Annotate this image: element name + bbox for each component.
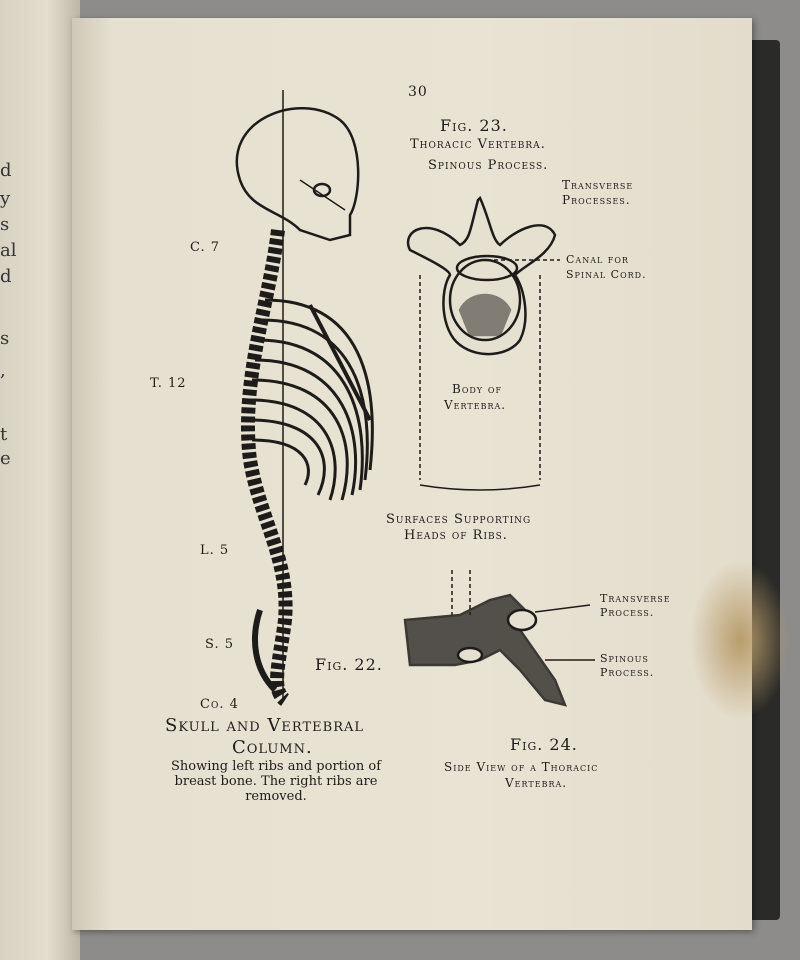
left-text: e (0, 448, 11, 469)
skeleton-illustration (237, 90, 372, 700)
left-text: , (0, 360, 6, 381)
fig24-transverse-1: Transverse (600, 592, 671, 605)
marker-s5: S. 5 (205, 637, 234, 652)
fig23-spinous: Spinous Process. (428, 158, 549, 173)
fig24-title-2: Vertebra. (505, 776, 568, 790)
fig22-caption-1: Showing left ribs and portion of (170, 759, 382, 774)
side-vertebra-illustration (405, 570, 595, 705)
page-number: 30 (408, 84, 428, 100)
fig23-title: Thoracic Vertebra. (410, 137, 546, 152)
fig22-caption-3: removed. (245, 789, 307, 804)
left-text: al (0, 240, 17, 261)
marker-co4: Co. 4 (200, 697, 239, 712)
fig23-canal-2: Spinal Cord. (566, 268, 647, 281)
fig22-caption-2: breast bone. The right ribs are (174, 774, 378, 789)
fig23-surfaces-2: Heads of Ribs. (404, 528, 508, 543)
left-text: t (0, 424, 8, 445)
left-text: y (0, 188, 11, 209)
fig24-label: Fig. 24. (510, 735, 578, 754)
fig23-canal-1: Canal for (566, 253, 629, 266)
left-text: d (0, 160, 12, 181)
marker-c7: C. 7 (190, 240, 221, 255)
fig22-title-2: Column. (232, 737, 313, 758)
fig24-transverse-2: Process. (600, 606, 655, 619)
marker-l5: L. 5 (200, 543, 230, 558)
fig23-body-1: Body of (452, 382, 502, 396)
fig22-title-1: Skull and Vertebral (165, 715, 365, 736)
fig24-spinous-1: Spinous (600, 652, 649, 665)
fig23-body-2: Vertebra. (444, 398, 507, 412)
fig23-transverse-2: Processes. (562, 193, 631, 207)
marker-t12: T. 12 (150, 376, 187, 391)
fig23-label: Fig. 23. (440, 116, 508, 135)
thoracic-vertebra-illustration (408, 198, 560, 490)
fig24-title-1: Side View of a Thoracic (444, 760, 599, 774)
left-text: d (0, 266, 12, 287)
left-text: s (0, 328, 10, 349)
fig22-label: Fig. 22. (315, 655, 383, 674)
fig24-spinous-2: Process. (600, 666, 655, 679)
fig23-transverse-1: Transverse (562, 178, 634, 192)
left-text: s (0, 214, 10, 235)
fig23-surfaces-1: Surfaces Supporting (386, 512, 532, 527)
